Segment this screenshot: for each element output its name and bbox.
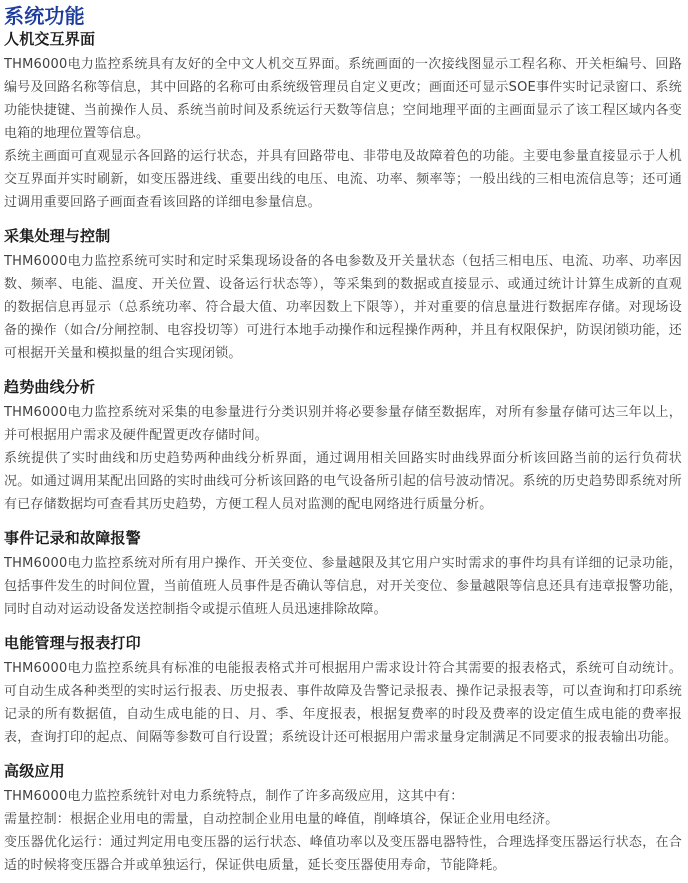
section-energy-management-report-printing xyxy=(4,635,682,749)
paragraph: THM6000电力监控系统具有标准的电能报表格式并可根据用户需求设计符合其需要的报表格式，系统可自动统计。可自动生成各种类型的实时运行报表、历史报表、事件故障及告警记录报表、操作记录报表等，可以查询和打印系统记录的所有数据值，自动生成电能的日、月、季、年度报表，根据复费率的时段及费率的设定值生成电能的费率报表，查询打印的起点、间隔等参数可自行设置；系统设计还可根据用户需求量身定制满足不同要求的报表输出功能。 xyxy=(4,661,682,745)
paragraph: 系统提供了实时曲线和历史趋势两种曲线分析界面，通过调用相关回路实时曲线界面分析该回路当前的运行负荷状况。如通过调用某配出回路的实时曲线可分析该回路的电气设备所引起的信号波动情况。系统的历史趋势即系统对所有已存储数据均可查看其历史趋势，方便工程人员对监测的配电网络进行质量分析。 xyxy=(4,451,682,512)
section-advanced-applications xyxy=(4,763,682,877)
paragraph: THM6000电力监控系统对所有用户操作、开关变位、参量越限及其它用户实时需求的事件均具有详细的记录功能，包括事件发生的时间位置，当前值班人员事件是否确认等信息，对开关变位、参量越限等信息还具有违章报警功能，同时自动对运动设备发送控制指令或提示值班人员迅速排除故障。 xyxy=(4,556,682,617)
paragraph: THM6000电力监控系统具有友好的全中文人机交互界面。系统画面的一次接线图显示工程名称、开关柜编号、回路编号及回路名称等信息，其中回路的名称可由系统级管理员自定义更改；画面还可显示SOE事件实时记录窗口、系统功能快捷键、当前操作人员、系统当前时间及系统运行天数等信息；空间地理平面的主画面显示了该工程区域内各变电箱的地理位置等信息。 xyxy=(4,57,682,141)
section-heading-acquisition-processing-control: 采集处理与控制 xyxy=(4,227,111,245)
section-heading-trend-curve-analysis: 趋势曲线分析 xyxy=(4,378,96,396)
page-title: 系统功能 xyxy=(4,4,85,28)
section-acquisition-processing-control xyxy=(4,228,682,365)
section-event-recording-fault-alarm xyxy=(4,530,682,621)
section-human-machine-interface xyxy=(4,31,682,214)
paragraph: THM6000电力监控系统可实时和定时采集现场设备的各电参数及开关量状态（包括三相电压、电流、功率、功率因数、频率、电能、温度、开关位置、设备运行状态等），等采集到的数据或直接显示、或通过统计计算生成新的直观的数据信息再显示（总系统功率、符合最大值、功率因数上下限等），并对重要的信息量进行数据库存储。对现场设备的操作（如合/分闸控制、电容投切等）可进行本地手动操作和远程操作两种，并且有权限保护，防误闭锁功能，还可根据开关量和模拟量的组合实现闭锁。 xyxy=(4,254,682,361)
paragraph: 需量控制：根据企业用电的需量，自动控制企业用电量的峰值，削峰填谷，保证企业用电经济。 xyxy=(4,812,559,827)
paragraph: THM6000电力监控系统针对电力系统特点，制作了许多高级应用，这其中有： xyxy=(4,789,464,804)
section-trend-curve-analysis xyxy=(4,379,682,516)
section-heading-event-recording-fault-alarm: 事件记录和故障报警 xyxy=(4,529,141,547)
paragraph: THM6000电力监控系统对采集的电参量进行分类识别并将必要参量存储至数据库，对所有参量存储可达三年以上，并可根据用户需求及硬件配置更改存储时间。 xyxy=(4,405,682,443)
paragraph: 变压器优化运行：通过判定用电变压器的运行状态、峰值功率以及变压器电器特性，合理选择变压器运行状态，在合适的时候将变压器合并或单独运行，保证供电质量，延长变压器使用寿命，节能降耗。 xyxy=(4,835,682,873)
section-heading-human-machine-interface: 人机交互界面 xyxy=(4,30,96,48)
paragraph: 系统主画面可直观显示各回路的运行状态，并具有回路带电、非带电及故障着色的功能。主要电参量直接显示于人机交互界面并实时刷新，如变压器进线、重要出线的电压、电流、功率、频率等；一般出线的三相电流信息等；还可通过调用重要回路子画面查看该回路的详细电参量信息。 xyxy=(4,149,682,210)
section-heading-advanced-applications: 高级应用 xyxy=(4,762,65,780)
section-heading-energy-management-report-printing: 电能管理与报表打印 xyxy=(4,634,141,652)
